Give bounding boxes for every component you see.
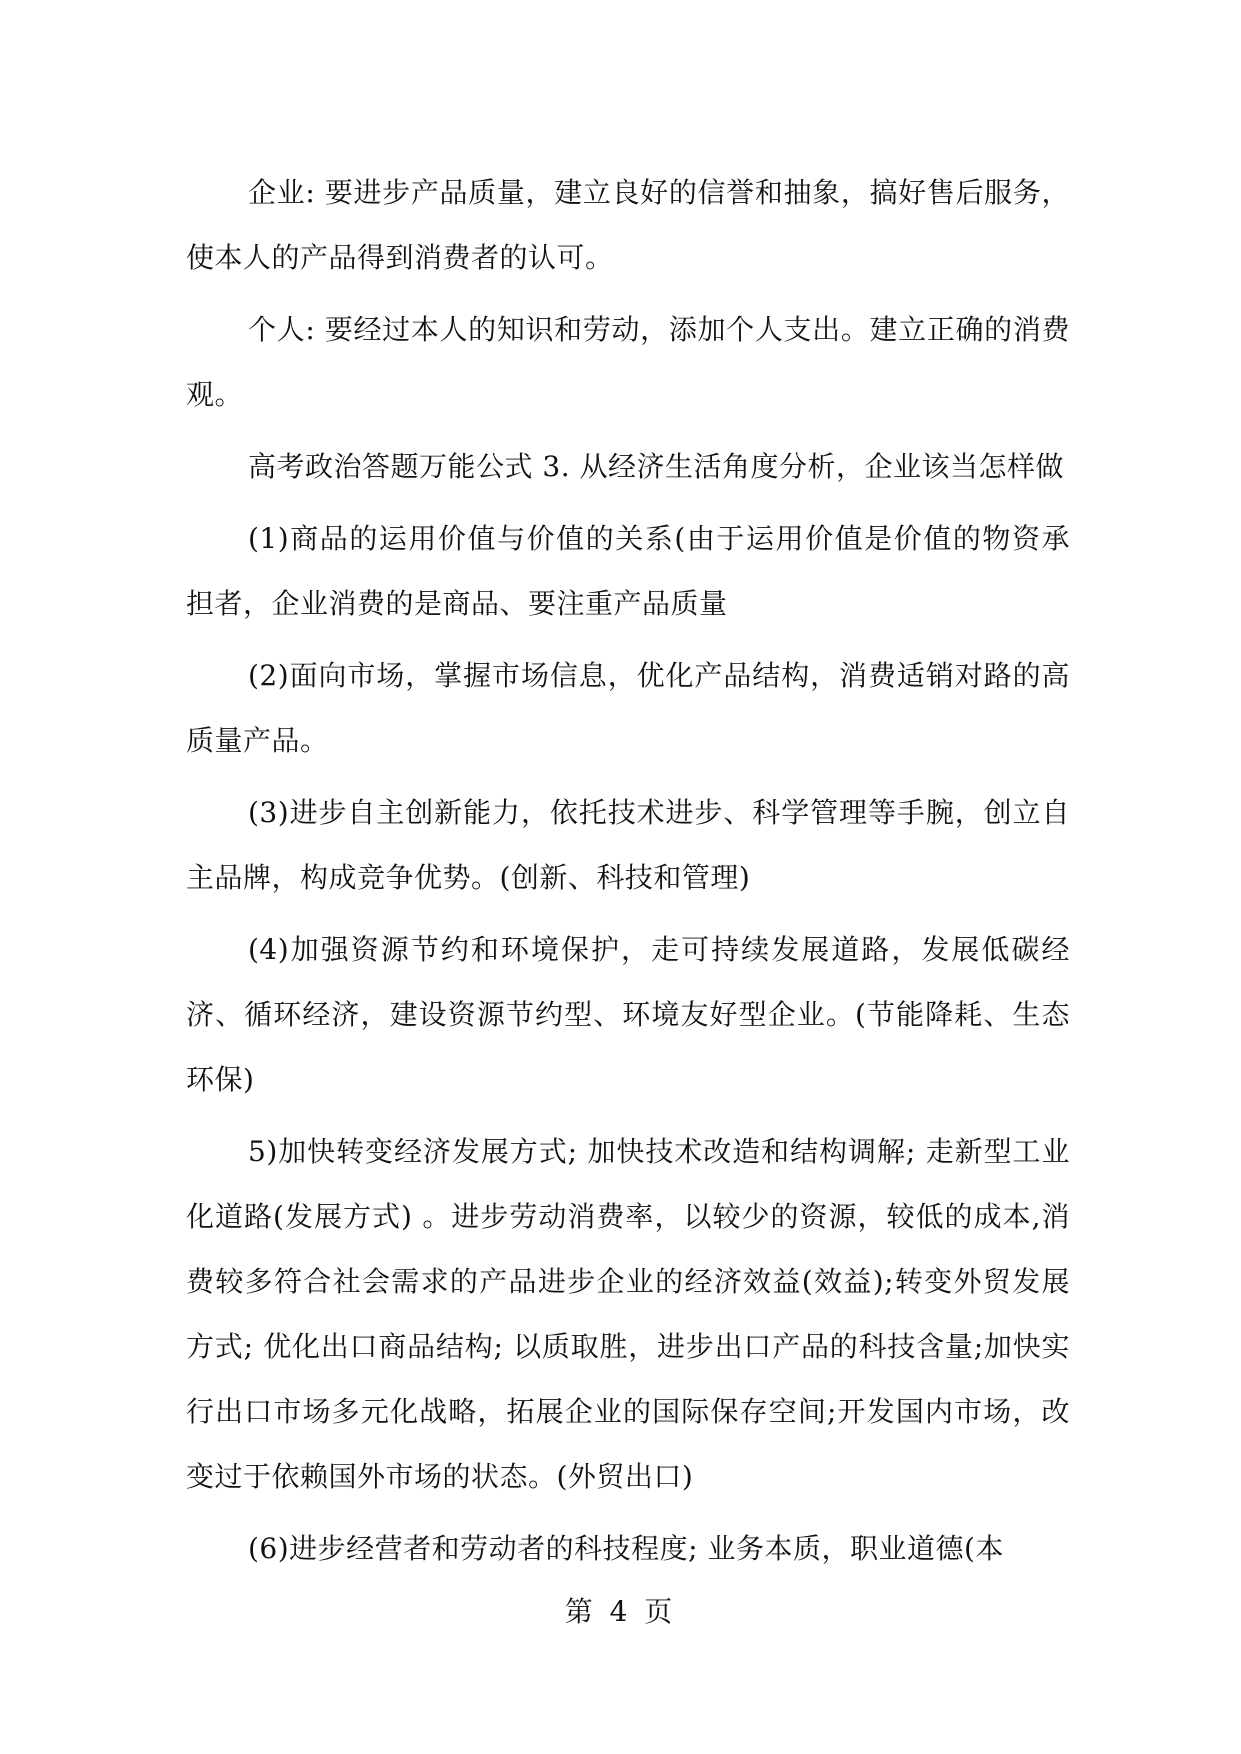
- page-number: 第 4 页: [564, 1595, 677, 1628]
- paragraph-point-2: (2)面向市场，掌握市场信息，优化产品结构，消费适销对路的高质量产品。: [186, 659, 1070, 757]
- paragraph-point-5: 5)加快转变经济发展方式; 加快技术改造和结构调解; 走新型工业化道路(发展方式) 。进步劳动消费率，以较少的资源，较低的成本,消费较多符合社会需求的产品进步企业的经济效益(效益);转变外贸发展方式; 优化出口商品结构; 以质取胜，进步出口产品的科技含量;加快实行出口市场多元化战略，拓展企业的国际保存空间;开发国内市场，改变过于依赖国外市场的状态。(外贸出口): [186, 1135, 1070, 1493]
- document-body: [186, 160, 1070, 1588]
- paragraph-point-3: (3)进步自主创新能力，依托技术进步、科学管理等手腕，创立自主品牌，构成竞争优势。(创新、科技和管理): [186, 796, 1070, 894]
- paragraph-enterprise: 企业: 要进步产品质量，建立良好的信誉和抽象，搞好售后服务，使本人的产品得到消费者的认可。: [186, 176, 1070, 274]
- paragraph-formula-heading: 高考政治答题万能公式 3. 从经济生活角度分析，企业该当怎样做: [248, 450, 1065, 483]
- paragraph-point-6: (6)进步经营者和劳动者的科技程度; 业务本质，职业道德(本: [248, 1532, 1004, 1565]
- paragraph-point-4: (4)加强资源节约和环境保护，走可持续发展道路，发展低碳经济、循环经济，建设资源节约型、环境友好型企业。(节能降耗、生态环保): [186, 933, 1070, 1096]
- paragraph-point-1: (1)商品的运用价值与价值的关系(由于运用价值是价值的物资承担者，企业消费的是商品、要注重产品质量: [186, 522, 1070, 620]
- paragraph-individual: 个人: 要经过本人的知识和劳动，添加个人支出。建立正确的消费观。: [186, 313, 1070, 411]
